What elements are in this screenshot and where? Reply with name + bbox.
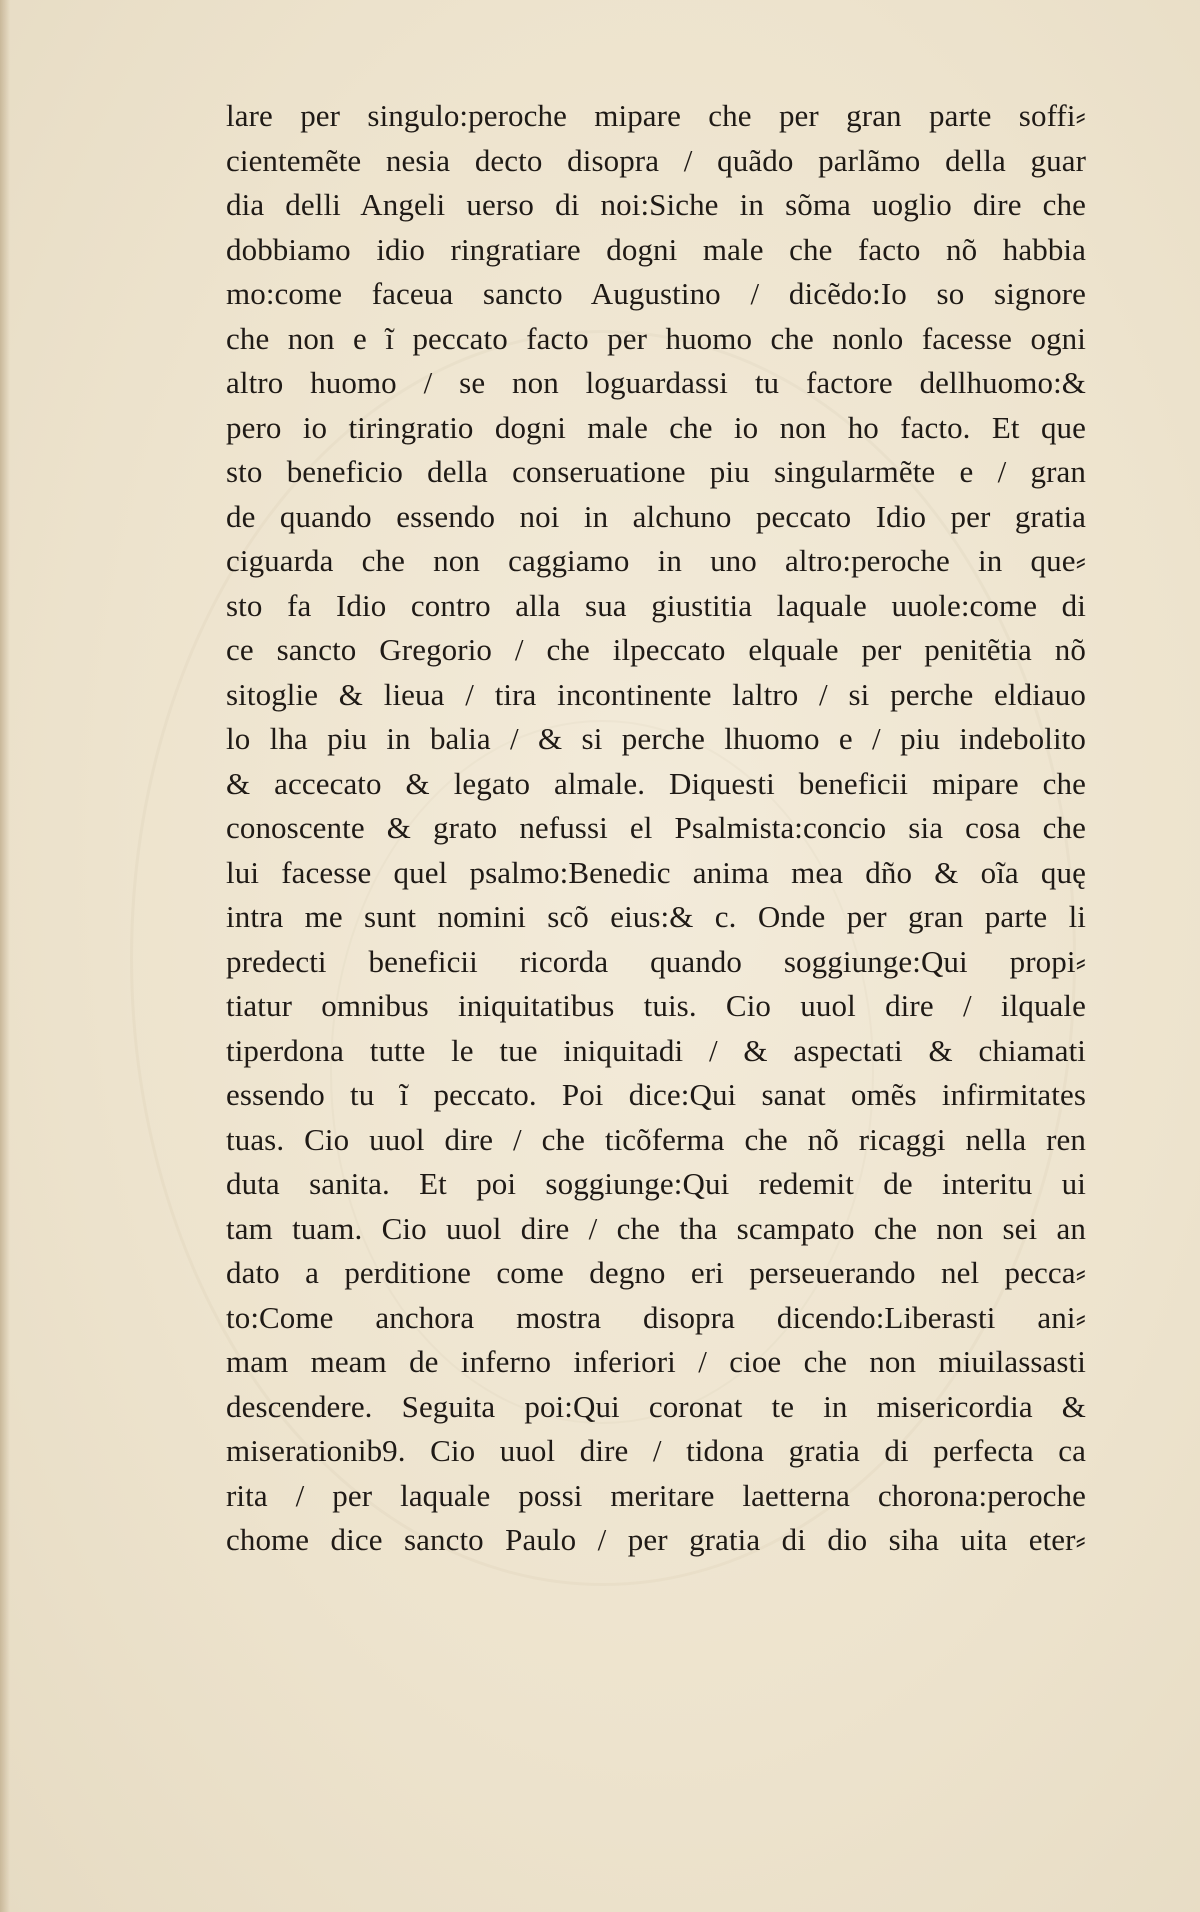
text-line: lo lha piu in balia / & si perche lhuomo e / piu indebolito — [226, 721, 1086, 756]
text-line: tiatur omnibus iniquitatibus tuis. Cio uuol dire / ilquale — [226, 988, 1086, 1023]
text-line: sto beneficio della conseruatione piu singularmẽte e / gran — [226, 454, 1086, 489]
text-line: pero io tiringratio dogni male che io non ho facto. Et que — [226, 409, 1086, 445]
text-line: rita / per laquale possi meritare laetterna chorona:peroche — [226, 1477, 1086, 1513]
text-line: tam tuam. Cio uuol dire / che tha scampato che non sei an — [226, 1210, 1086, 1246]
text-line: & accecato & legato almale. Diquesti beneficii mipare che — [226, 765, 1086, 801]
text-line: cientemẽte nesia decto disopra / quãdo parlãmo della guar — [226, 142, 1086, 178]
text-line: tiperdona tutte le tue iniquitadi / & aspectati & chiamati — [226, 1032, 1086, 1068]
text-line: lare per singulo:peroche mipare che per gran parte soffi⸗ — [226, 98, 1086, 133]
text-line: duta sanita. Et poi soggiunge:Qui redemit de interitu ui — [226, 1166, 1086, 1201]
text-line: to:Come anchora mostra disopra dicendo:Liberasti ani⸗ — [226, 1299, 1086, 1335]
page-left-edge — [0, 0, 10, 1912]
text-line: de quando essendo noi in alchuno peccato Idio per gratia — [226, 498, 1086, 534]
text-line: mam meam de inferno inferiori / cioe che non miuilassasti — [226, 1344, 1086, 1379]
text-line: essendo tu ĩ peccato. Poi dice:Qui sanat omẽs infirmitates — [226, 1077, 1086, 1112]
text-line: descendere. Seguita poi:Qui coronat te in misericordia & — [226, 1388, 1086, 1424]
text-block — [226, 94, 1086, 1563]
text-line: sto fa Idio contro alla sua giustitia laquale uuole:come di — [226, 587, 1086, 623]
text-line: intra me sunt nomini scõ eius:& c. Onde per gran parte li — [226, 899, 1086, 934]
text-line: tuas. Cio uuol dire / che ticõferma che nõ ricaggi nella ren — [226, 1121, 1086, 1157]
text-line: altro huomo / se non loguardassi tu factore dellhuomo:& — [226, 365, 1086, 400]
text-line: dobbiamo idio ringratiare dogni male che facto nõ habbia — [226, 231, 1086, 267]
text-line: sitoglie & lieua / tira incontinente laltro / si perche eldiauo — [226, 676, 1086, 712]
text-line: predecti beneficii ricorda quando soggiunge:Qui propi⸗ — [226, 943, 1086, 979]
text-line: lui facesse quel psalmo:Benedic anima mea dño & oĩa quę — [226, 854, 1086, 890]
text-line: ciguarda che non caggiamo in uno altro:peroche in que⸗ — [226, 543, 1086, 578]
text-line: ce sancto Gregorio / che ilpeccato elquale per penitẽtia nõ — [226, 632, 1086, 667]
text-line: miserationib9. Cio uuol dire / tidona gratia di perfecta ca — [226, 1433, 1086, 1468]
text-line: dato a perditione come degno eri perseuerando nel pecca⸗ — [226, 1255, 1086, 1290]
text-line: che non e ĩ peccato facto per huomo che nonlo facesse ogni — [226, 320, 1086, 356]
text-line: dia delli Angeli uerso di noi:Siche in sõma uoglio dire che — [226, 187, 1086, 222]
text-line: mo:come faceua sancto Augustino / dicẽdo:Io so signore — [226, 276, 1086, 311]
text-line: chome dice sancto Paulo / per gratia di dio siha uita eter⸗ — [226, 1522, 1086, 1557]
text-line: conoscente & grato nefussi el Psalmista:concio sia cosa che — [226, 810, 1086, 845]
